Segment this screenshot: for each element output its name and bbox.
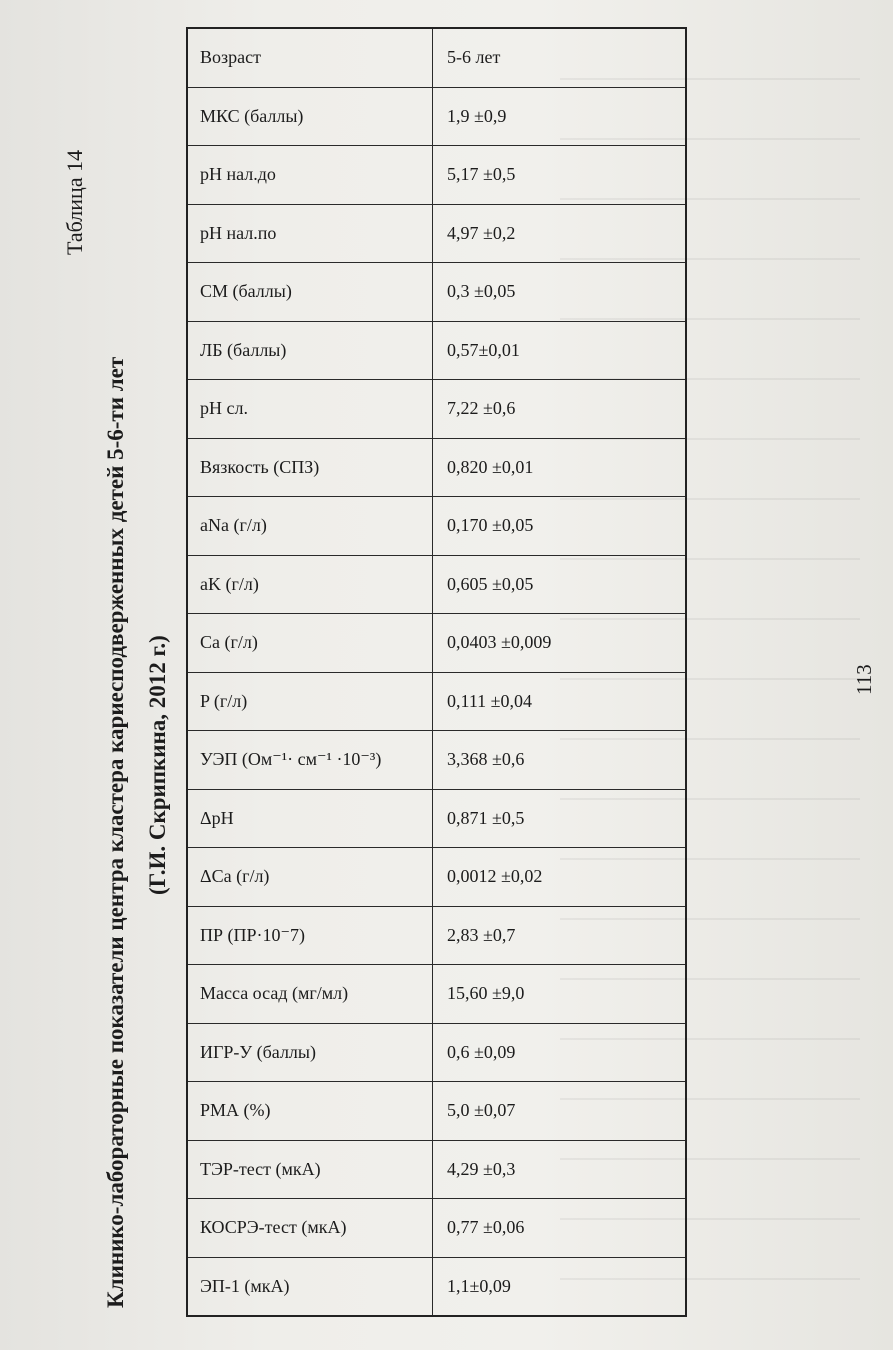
table-row <box>187 28 686 87</box>
parameter-cell: P (г/л) <box>187 672 433 731</box>
table-row <box>187 497 686 556</box>
table-row <box>187 1199 686 1258</box>
parameter-cell: ЭП-1 (мкА) <box>187 1257 433 1316</box>
value-cell: 0,820 ±0,01 <box>433 438 687 497</box>
table-row <box>187 614 686 673</box>
table-row <box>187 731 686 790</box>
table-row <box>187 1082 686 1141</box>
value-cell: 0,0403 ±0,009 <box>433 614 687 673</box>
value-cell: 1,9 ±0,9 <box>433 87 687 146</box>
table-row <box>187 321 686 380</box>
parameter-cell: ЛБ (баллы) <box>187 321 433 380</box>
parameter-cell: Вязкость (СПЗ) <box>187 438 433 497</box>
parameter-cell: aK (г/л) <box>187 555 433 614</box>
parameter-cell: КОСРЭ-тест (мкА) <box>187 1199 433 1258</box>
value-cell: 15,60 ±9,0 <box>433 965 687 1024</box>
value-cell: 0,0012 ±0,02 <box>433 848 687 907</box>
value-cell: 5,17 ±0,5 <box>433 146 687 205</box>
table-row <box>187 380 686 439</box>
value-cell: 5-6 лет <box>433 28 687 87</box>
table-row <box>187 1257 686 1316</box>
parameter-cell: рН нал.по <box>187 204 433 263</box>
table-row <box>187 672 686 731</box>
parameter-cell: МКС (баллы) <box>187 87 433 146</box>
parameter-cell: РМА (%) <box>187 1082 433 1141</box>
table-row <box>187 1140 686 1199</box>
parameter-cell: рН сл. <box>187 380 433 439</box>
value-cell: 0,605 ±0,05 <box>433 555 687 614</box>
parameter-cell: УЭП (Ом⁻¹· см⁻¹ ·10⁻³) <box>187 731 433 790</box>
table-title: Клинико-лабораторные показатели центра кластера кариесподверженных детей 5-6-ти лет <box>103 356 128 1308</box>
parameter-cell: ΔCa (г/л) <box>187 848 433 907</box>
parameter-cell: рН нал.до <box>187 146 433 205</box>
parameter-cell: Возраст <box>187 28 433 87</box>
value-cell: 4,97 ±0,2 <box>433 204 687 263</box>
value-cell: 0,170 ±0,05 <box>433 497 687 556</box>
table-title-author: (Г.И. Скрипкина, 2012 г.) <box>145 635 170 895</box>
table-row <box>187 87 686 146</box>
table-row <box>187 906 686 965</box>
table-row <box>187 848 686 907</box>
value-cell: 0,6 ±0,09 <box>433 1023 687 1082</box>
parameter-cell: ИГР-У (баллы) <box>187 1023 433 1082</box>
parameter-cell: ТЭР-тест (мкА) <box>187 1140 433 1199</box>
value-cell: 0,77 ±0,06 <box>433 1199 687 1258</box>
parameter-cell: Ca (г/л) <box>187 614 433 673</box>
value-cell: 7,22 ±0,6 <box>433 380 687 439</box>
parameter-cell: Масса осад (мг/мл) <box>187 965 433 1024</box>
table-number-label: Таблица 14 <box>62 149 87 255</box>
value-cell: 0,57±0,01 <box>433 321 687 380</box>
table-row <box>187 1023 686 1082</box>
table-row <box>187 789 686 848</box>
value-cell: 0,871 ±0,5 <box>433 789 687 848</box>
table-row <box>187 204 686 263</box>
value-cell: 5,0 ±0,07 <box>433 1082 687 1141</box>
value-cell: 0,111 ±0,04 <box>433 672 687 731</box>
value-cell: 1,1±0,09 <box>433 1257 687 1316</box>
parameter-cell: ΔpH <box>187 789 433 848</box>
table-body <box>187 28 686 1316</box>
table-row <box>187 555 686 614</box>
table-row <box>187 438 686 497</box>
parameter-cell: aNa (г/л) <box>187 497 433 556</box>
parameter-cell: ПР (ПР·10⁻7) <box>187 906 433 965</box>
clinical-lab-table <box>186 27 687 1317</box>
table-row <box>187 965 686 1024</box>
value-cell: 0,3 ±0,05 <box>433 263 687 322</box>
page-number: 113 <box>852 664 876 695</box>
value-cell: 2,83 ±0,7 <box>433 906 687 965</box>
table-row <box>187 263 686 322</box>
table-row <box>187 146 686 205</box>
value-cell: 3,368 ±0,6 <box>433 731 687 790</box>
value-cell: 4,29 ±0,3 <box>433 1140 687 1199</box>
parameter-cell: СМ (баллы) <box>187 263 433 322</box>
